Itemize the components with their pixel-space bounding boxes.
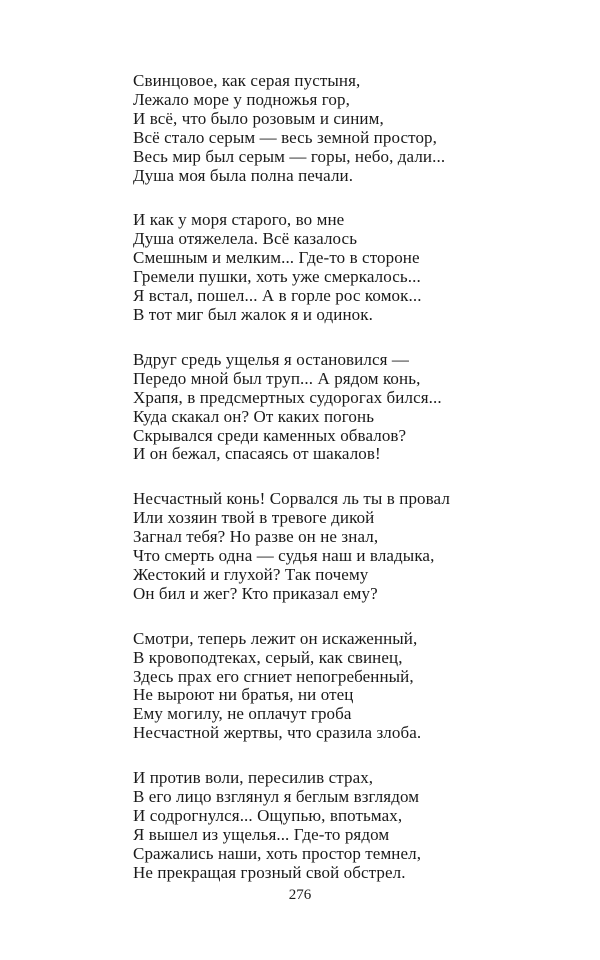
stanza-3 (133, 351, 553, 464)
poem-line: Гремели пушки, хоть уже смеркалось... (133, 267, 421, 287)
poem-line: Куда скакал он? От каких погонь (133, 406, 375, 426)
poem-line: В тот миг был жалок я и одинок. (133, 304, 373, 324)
poem-line: Вдруг средь ущелья я остановился — (133, 349, 409, 369)
poem-line: Загнал тебя? Но разве он не знал, (133, 527, 379, 547)
poem-line: Храпя, в предсмертных судорогах бился... (133, 387, 442, 407)
poem-line: И против воли, пересилив страх, (133, 768, 374, 788)
stanza-1 (133, 72, 553, 185)
stanza-5 (133, 630, 553, 743)
poem-line: Не выроют ни братья, ни отец (133, 685, 354, 705)
poem-line: Я вышел из ущелья... Где-то рядом (133, 824, 390, 844)
poem-line: Здесь прах его сгниет непогребенный, (133, 666, 414, 686)
poem-line: Лежало море у подножья гор, (133, 89, 350, 109)
poem-line: В его лицо взглянул я беглым взглядом (133, 787, 420, 807)
poem-line: И всё, что было розовым и синим, (133, 108, 384, 128)
poem-line: Он бил и жег? Кто приказал ему? (133, 583, 378, 603)
poem-line: В кровоподтеках, серый, как свинец, (133, 647, 403, 667)
poem-line: И как у моря старого, во мне (133, 210, 345, 230)
poem-line: Передо мной был труп... А рядом конь, (133, 368, 421, 388)
poem-line: Смотри, теперь лежит он искаженный, (133, 628, 418, 648)
poem-line: Душа отяжелела. Всё казалось (133, 229, 358, 249)
poem-line: Я встал, пошел... А в горле рос комок... (133, 286, 422, 306)
poem-line: Душа моя была полна печали. (133, 165, 354, 185)
poem-line: И содрогнулся... Ощупью, впотьмах, (133, 806, 403, 825)
poem-line: И он бежал, спасаясь от шакалов! (133, 444, 381, 464)
poem-line: Сражались наши, хоть простор темнел, (133, 843, 422, 863)
stanza-4 (133, 490, 553, 603)
page-number: 276 (288, 887, 312, 903)
stanza-2 (133, 211, 553, 324)
stanza-6 (133, 769, 553, 882)
poem-line: Несчастный конь! Сорвался ль ты в провал (133, 489, 450, 509)
poem-line: Свинцовое, как серая пустыня, (133, 71, 361, 90)
poem-line: Жестокий и глухой? Так почему (133, 564, 369, 584)
poem-line: Ему могилу, не оплачут гроба (133, 704, 352, 724)
poem-text (133, 72, 553, 909)
poem-line: Или хозяин твой в тревоге дикой (133, 508, 375, 528)
poem-line: Смешным и мелким... Где-то в стороне (133, 248, 420, 268)
poem-line: Несчастной жертвы, что сразила злоба. (133, 723, 422, 743)
poem-line: Не прекращая грозный свой обстрел. (133, 862, 406, 882)
poem-line: Что смерть одна — судья наш и владыка, (133, 546, 435, 566)
poem-line: Скрывался среди каменных обвалов? (133, 425, 407, 445)
poem-line: Всё стало серым — весь земной простор, (133, 127, 437, 147)
poem-line: Весь мир был серым — горы, небо, дали... (133, 146, 446, 166)
